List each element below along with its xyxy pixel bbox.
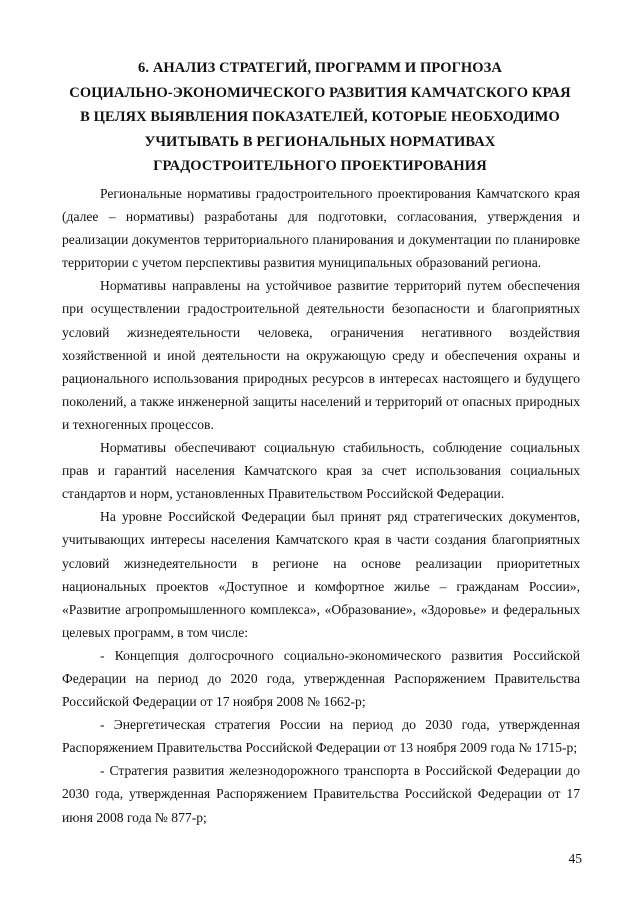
list-item-concept-2020: - Концепция долгосрочного социально-экономического развития Российской Федерации на период до 2020 года, утвержденная Распоряжением Правительства Российской Федерации от 17 ноября 2008 № 1662-р; — [62, 647, 580, 710]
list-item-railway-strategy: - Стратегия развития железнодорожного транспорта в Российской Федерации до 2030 года, утвержденная Распоряжением Правительства Российской Федерации от 17 июня 2008 года № 877-р; — [62, 763, 580, 825]
paragraph-intro: Региональные нормативы градостроительного проектирования Камчатского края (далее – нормативы) разработаны для подготовки, согласования, утверждения и реализации документов территориального планирования и документации по планировке территории с учетом перспективы развития муниципальных образований региона. — [62, 186, 580, 271]
page-number: 45 — [568, 851, 582, 866]
body-text — [62, 182, 580, 829]
list-item-energy-strategy: - Энергетическая стратегия России на период до 2030 года, утвержденная Распоряжением Правительства Российской Федерации от 13 ноября 2009 года № 1715-р; — [62, 717, 580, 756]
paragraph-purpose: Нормативы направлены на устойчивое развитие территорий путем обеспечения при осуществлении градостроительной деятельности безопасности и благоприятных условий жизнедеятельности человека, ограничения негативного воздействия хозяйственной и иной деятельности на окружающую среду и обеспечения охраны и рационального использования природных ресурсов в интересах настоящего и будущего поколений, а также инженерной защиты населений и территорий от опасных природных и техногенных процессов. — [62, 278, 580, 432]
paragraph-social: Нормативы обеспечивают социальную стабильность, соблюдение социальных прав и гарантий населения Камчатского края за счет использования социальных стандартов и норм, установленных Правительством Российской Федерации. — [62, 440, 580, 502]
paragraph-federal-level: На уровне Российской Федерации был принят ряд стратегических документов, учитывающих интересы населения Камчатского края в части создания благоприятных условий жизнедеятельности в регионе на основе реализации приоритетных национальных проектов «Доступное и комфортное жилье – гражданам России», «Развитие агропромышленного комплекса», «Образование», «Здоровье» и федеральных целевых программ, в том числе: — [62, 509, 580, 640]
section-heading: 6. АНАЛИЗ СТРАТЕГИЙ, ПРОГРАММ И ПРОГНОЗА СОЦИАЛЬНО-ЭКОНОМИЧЕСКОГО РАЗВИТИЯ КАМЧАТСКОГО КРАЯ В ЦЕЛЯХ ВЫЯВЛЕНИЯ ПОКАЗАТЕЛЕЙ, КОТОРЫЕ НЕОБХОДИМО УЧИТЫВАТЬ В РЕГИОНАЛЬНЫХ НОРМАТИВАХ ГРАДОСТРОИТЕЛЬНОГО ПРОЕКТИРОВАНИЯ — [69, 60, 571, 175]
